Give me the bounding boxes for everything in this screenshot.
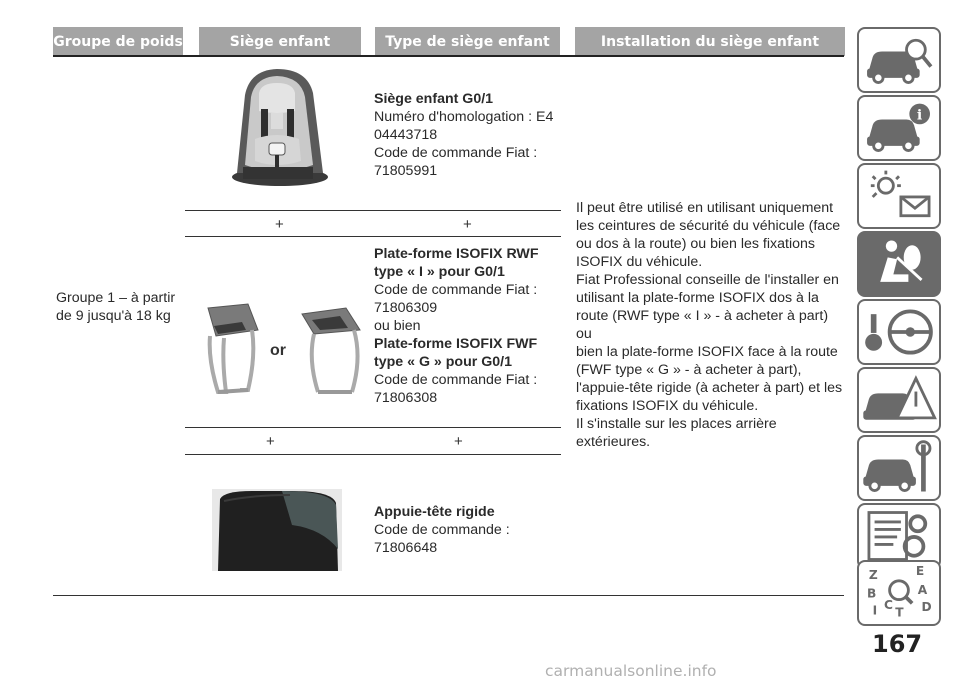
index-letter: E bbox=[915, 564, 925, 579]
index-letter: I bbox=[872, 603, 878, 618]
dashboard-lights-icon bbox=[859, 165, 939, 227]
index-letter: T bbox=[895, 605, 904, 620]
car-service-icon bbox=[859, 437, 939, 499]
sidebar-tab-airbag-seat[interactable] bbox=[857, 231, 941, 297]
table-bottom-rule bbox=[53, 595, 844, 596]
plus-sign: + bbox=[275, 216, 284, 233]
header-installation: Installation du siège enfant bbox=[575, 27, 845, 56]
plus-sign: + bbox=[266, 433, 275, 450]
car-warning-icon bbox=[859, 369, 939, 431]
index-letter: B bbox=[867, 586, 877, 601]
sidebar-tab-car-info[interactable] bbox=[857, 95, 941, 161]
svg-text:i: i bbox=[916, 107, 923, 124]
sidebar-tab-car-service[interactable] bbox=[857, 435, 941, 501]
header-child-seat: Siège enfant bbox=[199, 27, 361, 56]
sidebar-tab-steering-key[interactable] bbox=[857, 299, 941, 365]
index-letter: Z bbox=[868, 567, 878, 582]
sidebar-tab-dashboard-lights[interactable] bbox=[857, 163, 941, 229]
watermark: carmanualsonline.info bbox=[545, 662, 717, 680]
row-divider bbox=[185, 236, 561, 237]
sidebar-tab-car-warning[interactable] bbox=[857, 367, 941, 433]
row-divider bbox=[185, 454, 561, 455]
row-divider bbox=[185, 210, 561, 211]
row-divider bbox=[185, 427, 561, 428]
isofix-fwf-platform-image bbox=[296, 302, 366, 396]
child-seat-details: Siège enfant G0/1 Numéro d'homologation : E4 04443718 Code de commande Fiat : 71805991 bbox=[374, 91, 554, 179]
or-label: or bbox=[270, 342, 286, 359]
index-alphabet-icon bbox=[859, 562, 939, 624]
index-letter: A bbox=[917, 582, 928, 597]
index-letter: D bbox=[921, 599, 932, 614]
car-info-icon bbox=[859, 97, 939, 159]
isofix-platform-details: Plate-forme ISOFIX RWF type « I » pour G0/1 Code de commande Fiat : 71806309 ou bien Plate-forme ISOFIX FWF type « G » pour G0/1 Code de commande Fiat : 71806308 bbox=[374, 246, 539, 406]
page-number: 167 bbox=[872, 630, 923, 658]
plus-sign: + bbox=[463, 216, 472, 233]
installation-text: Il peut être utilisé en utilisant uniquement les ceintures de sécurité du véhicule (face ou dos à la route) ou bien les fixations ISOFIX du véhicule. Fiat Professional conseille de l'installer en utilisant la plate-forme ISOFIX dos à la route (RWF type « I » - à acheter à part) ou bien la plate-forme ISOFIX face à la route (FWF type « G » - à acheter à part), l'appuie-tête rigide (à acheter à part) et les fixations ISOFIX du véhicule. Il s'installe sur les places arrière extérieures. bbox=[576, 200, 843, 450]
car-search-icon bbox=[859, 29, 939, 91]
header-seat-type: Type de siège enfant bbox=[375, 27, 560, 56]
headrest-image bbox=[212, 489, 342, 571]
header-rule bbox=[53, 55, 844, 57]
index-letter: C bbox=[883, 597, 893, 612]
child-seat-image bbox=[225, 65, 330, 190]
specs-gear-icon bbox=[859, 505, 939, 567]
plus-sign: + bbox=[454, 433, 463, 450]
weight-group-text: Groupe 1 – à partir de 9 jusqu'à 18 kg bbox=[56, 290, 176, 324]
steering-key-icon bbox=[859, 301, 939, 363]
headrest-details: Appuie-tête rigide Code de commande : 71806648 bbox=[374, 504, 510, 556]
sidebar-tab-index[interactable] bbox=[857, 560, 941, 626]
sidebar-tab-car-search[interactable] bbox=[857, 27, 941, 93]
header-weight-group: Groupe de poids bbox=[53, 27, 183, 56]
airbag-seat-icon bbox=[859, 233, 939, 295]
isofix-rwf-platform-image bbox=[196, 300, 266, 400]
